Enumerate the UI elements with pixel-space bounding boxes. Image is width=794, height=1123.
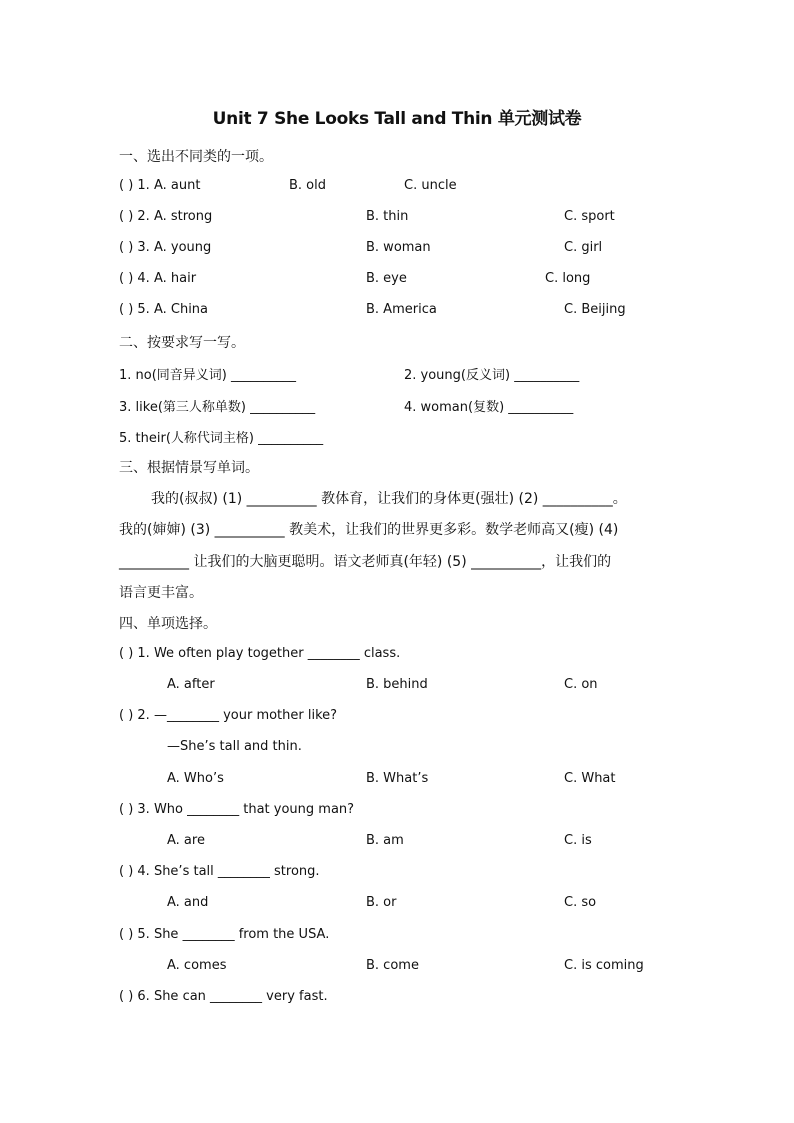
sec4-q5-option-a: A. comes [167,958,227,973]
sec1-item-5-option-c: C. Beijing [564,302,626,317]
sec2-item-5: 5. their(人称代词主格) __________ [119,431,324,446]
sec4-q1-option-c: C. on [564,677,598,692]
sec1-item-2-stem: ( ) 2. A. strong [119,209,213,224]
sec4-q5-options [167,958,644,973]
sec1-item-1-option-b: B. old [289,178,327,193]
sec4-q4-option-a: A. and [167,895,209,910]
sec1-item-4-stem: ( ) 4. A. hair [119,271,197,286]
sec4-q3-option-b: B. am [366,833,404,848]
sec4-q2-option-b: B. What’s [366,771,429,786]
sec2-item-2: 2. young(反义词) __________ [404,368,580,383]
section-4-heading: 四、单项选择。 [119,616,217,632]
sec4-q2-options [167,771,616,786]
sec1-item-5-option-b: B. America [366,302,437,317]
sec2-row-1 [119,364,580,383]
sec2-row-3 [119,427,323,446]
sec1-item-4-option-c: C. long [545,271,591,286]
sec4-q2-option-c: C. What [564,771,616,786]
sec1-item-5 [119,302,626,317]
sec4-q3-option-a: A. are [167,833,205,848]
sec4-q1-option-a: A. after [167,677,215,692]
sec4-q6-stem: ( ) 6. She can ________ very fast. [119,989,328,1004]
sec3-line-3: __________ 让我们的大脑更聪明。语文老师真(年轻) (5) __________，让我们的 [119,554,612,570]
sec1-item-1-option-c: C. uncle [404,178,457,193]
sec1-item-1 [119,178,457,193]
sec2-item-4: 4. woman(复数) __________ [404,400,574,415]
sec4-q1-options [167,677,598,692]
sec4-q5-option-b: B. come [366,958,419,973]
sec4-q3-option-c: C. is [564,833,592,848]
section-2-heading: 二、按要求写一写。 [119,335,245,351]
sec1-item-4-option-b: B. eye [366,271,407,286]
sec4-q1-stem: ( ) 1. We often play together ________ class. [119,646,401,661]
sec4-q3-stem: ( ) 3. Who ________ that young man? [119,802,355,817]
sec3-line-2: 我的(婶婶) (3) __________ 教美术，让我们的世界更多彩。数学老师高又(瘦) (4) [119,522,619,538]
sec4-q5-option-c: C. is coming [564,958,644,973]
sec4-q4-stem: ( ) 4. She’s tall ________ strong. [119,864,320,879]
page-title: Unit 7 She Looks Tall and Thin 单元测试卷 [212,109,582,129]
sec3-line-4: 语言更丰富。 [119,585,203,601]
sec4-q5-stem: ( ) 5. She ________ from the USA. [119,927,330,942]
section-3-heading: 三、根据情景写单词。 [119,460,259,476]
sec1-item-3 [119,240,603,255]
sec2-item-3: 3. like(第三人称单数) __________ [119,400,316,415]
sec1-item-3-option-b: B. woman [366,240,431,255]
sec4-q4-option-b: B. or [366,895,397,910]
sec4-q1-option-b: B. behind [366,677,428,692]
sec4-q2-reply: —She’s tall and thin. [167,739,302,754]
section-1-heading: 一、选出不同类的一项。 [119,149,273,165]
sec4-q4-option-c: C. so [564,895,597,910]
sec4-q4-options [167,895,597,910]
sec4-q2-stem: ( ) 2. —________ your mother like? [119,708,338,723]
sec1-item-4 [119,271,591,286]
sec1-item-1-stem: ( ) 1. A. aunt [119,178,201,193]
sec4-q2-option-a: A. Who’s [167,771,224,786]
sec2-item-1: 1. no(同音异义词) __________ [119,368,297,383]
sec2-row-2 [119,396,574,415]
sec3-line-1: 我的(叔叔) (1) __________ 教体育，让我们的身体更(强壮) (2) __________。 [151,491,627,507]
sec1-item-2-option-b: B. thin [366,209,409,224]
sec1-item-3-option-c: C. girl [564,240,603,255]
sec1-item-2 [119,209,615,224]
sec1-item-5-stem: ( ) 5. A. China [119,302,209,317]
sec1-item-2-option-c: C. sport [564,209,615,224]
sec4-q3-options [167,833,592,848]
sec1-item-3-stem: ( ) 3. A. young [119,240,212,255]
